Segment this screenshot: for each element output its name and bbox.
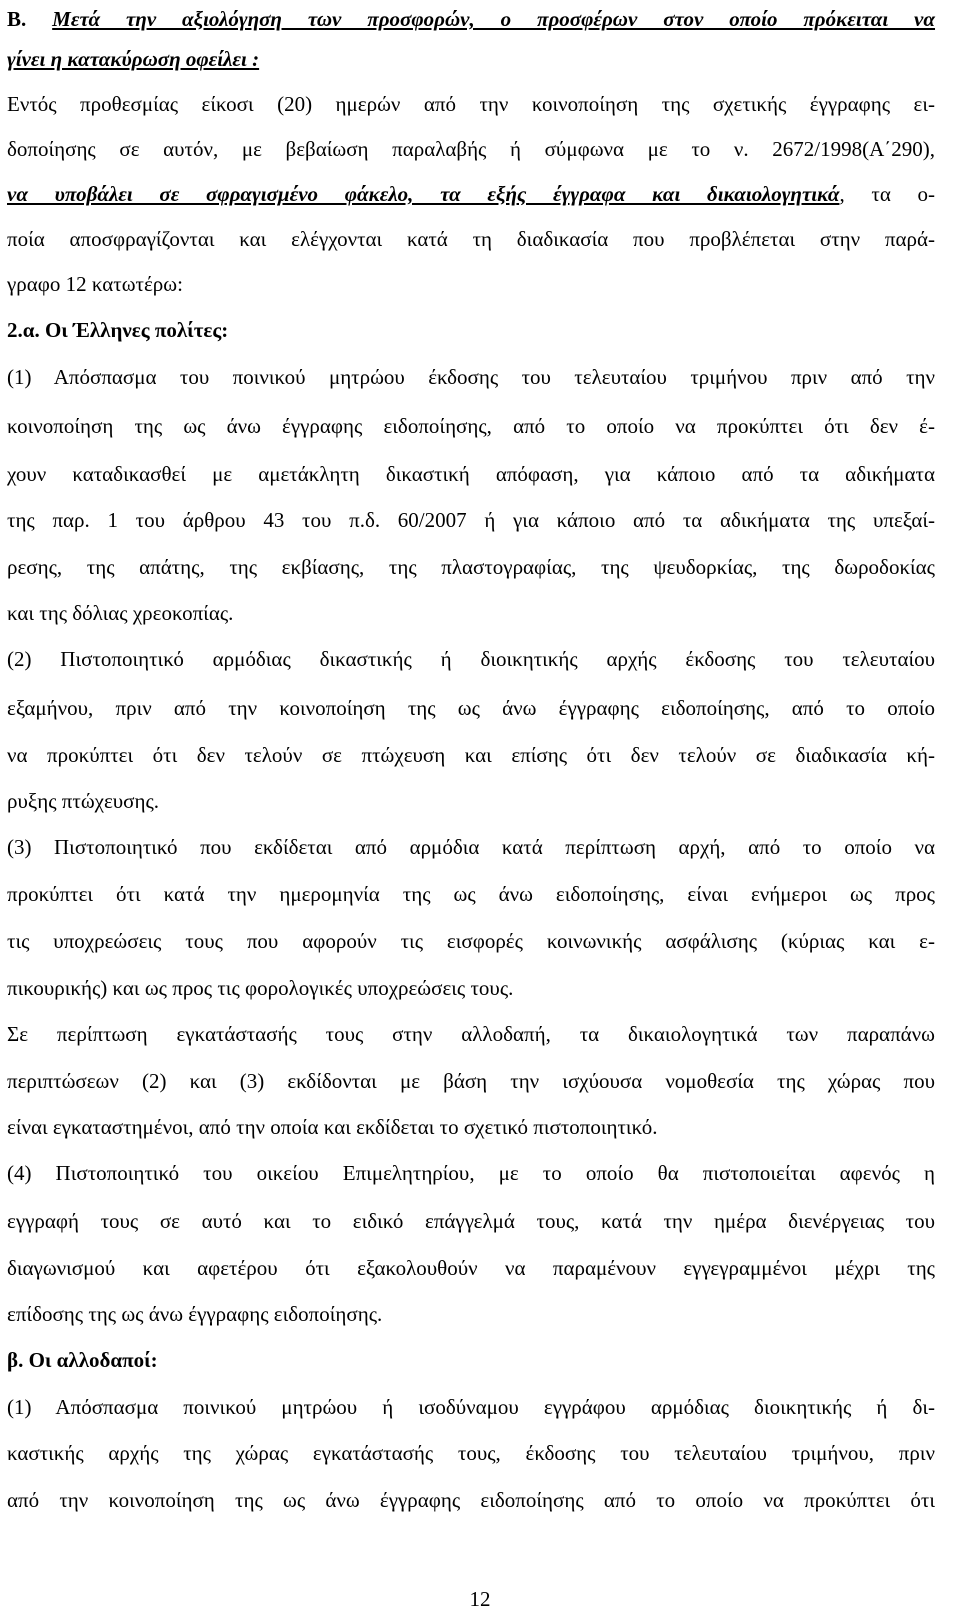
item1-line: και της δόλιας χρεοκοπίας. [7,601,234,625]
item4-line: (4) Πιστοποιητικό του οικείου Επιμελητηρίου, με το οποίο θα πιστοποιείται αφενός η [7,1161,935,1185]
subsection-b-heading: β. Οι αλλοδαποί: [7,1348,158,1372]
item1-line: (1) Απόσπασμα του ποινικού μητρώου έκδοσης του τελευταίου τριμήνου πριν από την [7,365,935,389]
section-letter: Β. [7,7,27,31]
intro-line: Εντός προθεσμίας είκοσι (20) ημερών από την κοινοποίηση της σχετικής έγγραφης ει- [7,92,935,116]
item1-line: ρεσης, της απάτης, της εκβίασης, της πλαστογραφίας, της ψευδορκίας, της δωροδοκίας [7,555,935,579]
item2-line: εξαμήνου, πριν από την κοινοποίηση της ως άνω έγγραφης ειδοποίησης, από το οποίο [7,696,935,720]
subsection-a-heading: 2.α. Οι Έλληνες πολίτες: [7,318,229,342]
item4-line: διαγωνισμού και αφετέρου ότι εξακολουθούν να παραμένουν εγγεγραμμένοι μέχρι της [7,1256,935,1280]
item1-line: της παρ. 1 του άρθρου 43 του π.δ. 60/2007 ή για κάποιο από τα αδικήματα της υπεξαί- [7,508,935,532]
item2-line: (2) Πιστοποιητικό αρμόδιας δικαστικής ή διοικητικής αρχής έκδοσης του τελευταίου [7,647,935,671]
item3-line: τις υποχρεώσεις τους που αφορούν τις εισφορές κοινωνικής ασφάλισης (κύριας και ε- [7,929,935,953]
section-heading-text-cont: γίνει η κατακύρωση οφείλει : [7,47,260,71]
item3-line: (3) Πιστοποιητικό που εκδίδεται από αρμόδια κατά περίπτωση αρχή, από το οποίο να [7,835,935,859]
foreign-item1-line: καστικής αρχής της χώρας εγκατάστασής τους, έκδοσης του τελευταίου τριμήνου, πριν [7,1441,935,1465]
intro-line: γραφο 12 κατωτέρω: [7,272,183,296]
section-heading-text: Μετά την αξιολόγηση των προσφορών, ο προσφέρων στον οποίο πρόκειται να [52,7,936,31]
item4-line: εγγραφή τους σε αυτό και το ειδικό επάγγελμά τους, κατά την ημέρα διενέργειας του [7,1209,935,1233]
emphasis-text: να υποβάλει σε σφραγισμένο φάκελο, τα εξής έγγραφα και δικαιολογητικά [7,182,840,206]
item1-line: κοινοποίηση της ως άνω έγγραφης ειδοποίησης, από το οποίο να προκύπτει ότι δεν έ- [7,414,935,438]
note-line: είναι εγκαταστημένοι, από την οποία και εκδίδεται το σχετικό πιστοποιητικό. [7,1115,658,1139]
note-line: περιπτώσεων (2) και (3) εκδίδονται με βάση την ισχύουσα νομοθεσία της χώρας που [7,1069,935,1093]
item3-line: πικουρικής) και ως προς τις φορολογικές υποχρεώσεις τους. [7,976,514,1000]
item2-line: ρυξης πτώχευσης. [7,789,160,813]
foreign-item1-line: (1) Απόσπασμα ποινικού μητρώου ή ισοδύναμου εγγράφου αρμόδιας διοικητικής ή δι- [7,1395,935,1419]
page-number: 12 [469,1587,491,1611]
intro-line: δοποίησης σε αυτόν, με βεβαίωση παραλαβής ή σύμφωνα με το ν. 2672/1998(Α΄290), [7,137,935,161]
item2-line: να προκύπτει ότι δεν τελούν σε πτώχευση και επίσης ότι δεν τελούν σε διαδικασία κή- [7,743,935,767]
intro-line-emphasis [7,178,935,210]
item1-line: χουν καταδικασθεί με αμετάκλητη δικαστική απόφαση, για κάποιο από τα αδικήματα [7,462,935,486]
note-line: Σε περίπτωση εγκατάστασής τους στην αλλοδαπή, τα δικαιολογητικά των παραπάνω [7,1022,935,1046]
intro-line: ποία αποσφραγίζονται και ελέγχονται κατά τη διαδικασία που προβλέπεται στην παρά- [7,227,935,251]
item4-line: επίδοσης της ως άνω έγγραφης ειδοποίησης. [7,1302,383,1326]
section-b-heading-line2 [7,43,935,75]
intro-line-rest: , τα ο- [839,182,936,206]
foreign-item1-line: από την κοινοποίηση της ως άνω έγγραφης ειδοποίησης από το οποίο να προκύπτει ότι [7,1488,935,1512]
item3-line: προκύπτει ότι κατά την ημερομηνία της ως άνω ειδοποίησης, είναι ενήμεροι ως προς [7,882,935,906]
section-b-heading-line1 [7,3,935,35]
